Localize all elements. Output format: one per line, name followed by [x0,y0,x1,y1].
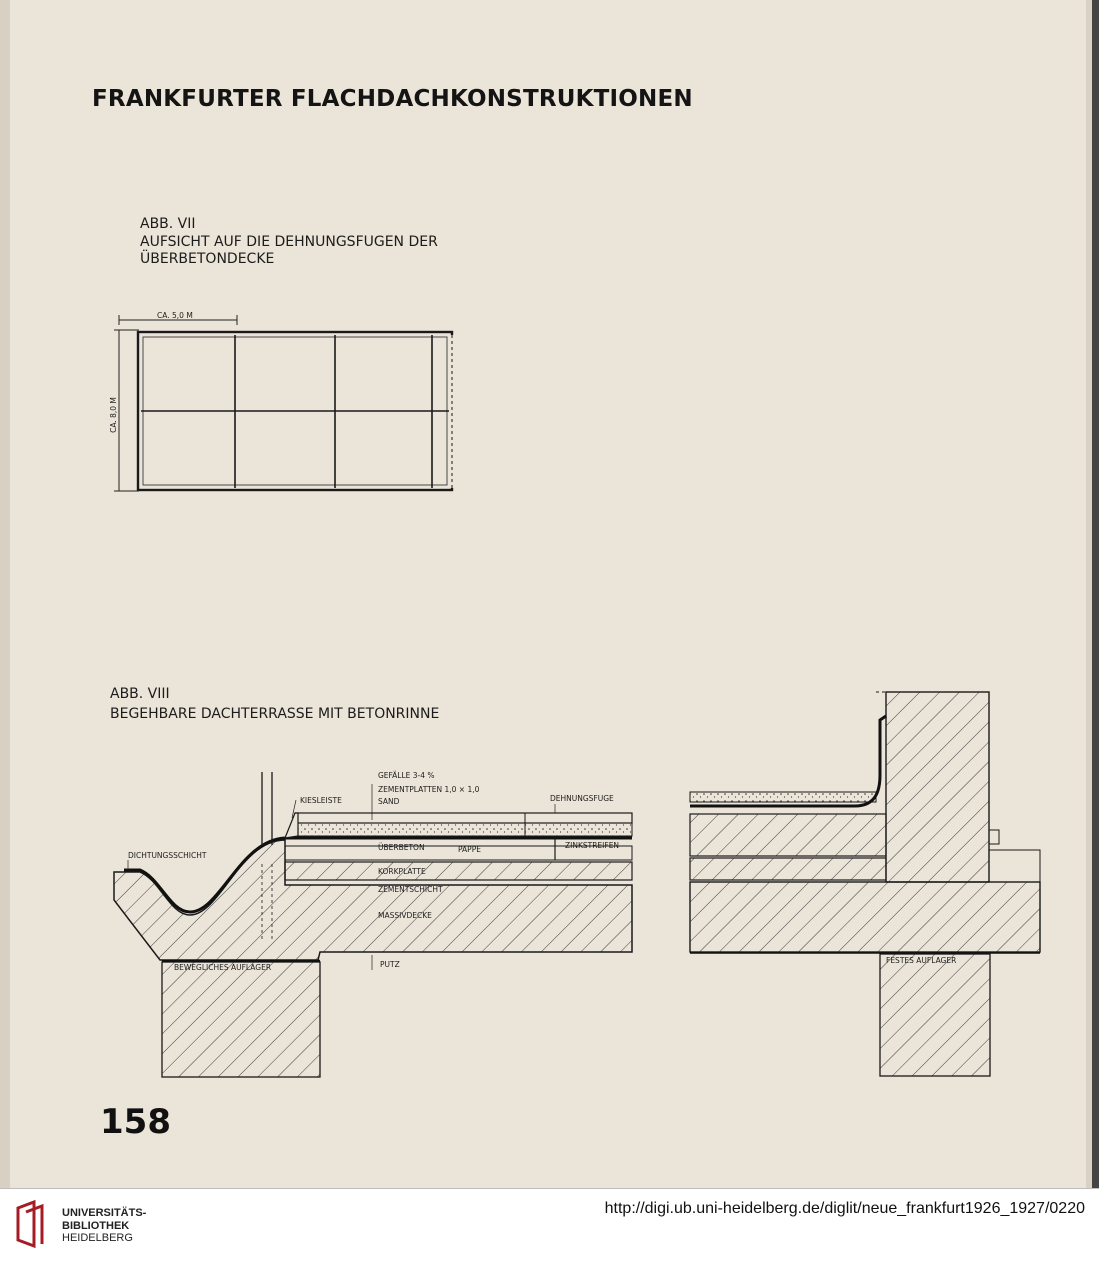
fig7-label: ABB. VII [140,216,196,232]
massivdecke-right [690,882,1040,952]
page-gutter [0,0,10,1188]
label-putz: PUTZ [380,960,400,969]
label-gefaelle: GEFÄLLE 3-4 % [378,771,435,780]
label-ueberbeton: ÜBERBETON [378,843,425,852]
fig8-section-drawing [100,680,1050,1080]
document-url-link[interactable]: http://digi.ub.uni-heidelberg.de/diglit/neue_frankfurt1926_1927/0220 [604,1200,1085,1217]
label-isolierung: KORKPLATTE [378,867,426,876]
label-zinkstreifen: ZINKSTREIFEN [565,841,620,850]
label-zementplatten: ZEMENTPLATTEN 1,0 × 1,0 [378,785,480,794]
label-festes-auflager: FESTES AUFLAGER [886,956,957,965]
label-zementschicht: ZEMENTSCHICHT [378,885,443,894]
library-name-line1: UNIVERSITÄTS- [62,1207,147,1219]
page-number: 158 [100,1102,171,1142]
library-name-line3: HEIDELBERG [62,1232,133,1244]
fig7-caption-line1: AUFSICHT AUF DIE DEHNUNGSFUGEN DER [140,234,438,250]
fig7-plan-drawing [105,305,465,500]
label-bewegliches-auflager: BEWEGLICHES AUFLAGER [174,963,272,972]
page-title: FRANKFURTER FLACHDACHKONSTRUKTIONEN [92,86,693,112]
fig7-caption-line2: ÜBERBETONDECKE [140,251,275,267]
library-logo-icon [12,1200,52,1250]
label-dichtungsschicht: DICHTUNGSSCHICHT [128,851,207,860]
wall-upper [886,692,989,882]
label-kiesleiste: KIESLEISTE [300,796,342,805]
fig8-label: ABB. VIII [110,686,170,702]
library-name [62,1207,146,1245]
library-name-line2: BIBLIOTHEK [62,1219,130,1232]
label-dehnungsfuge: DEHNUNGSFUGE [550,794,614,803]
label-sand: SAND [378,797,400,806]
label-massivdecke: MASSIVDECKE [378,911,432,920]
fig8-caption: BEGEHBARE DACHTERRASSE MIT BETONRINNE [110,706,440,722]
festes-auflager-wall [880,954,990,1076]
label-pappe: PAPPE [458,845,481,854]
page-edge-shadow [1092,0,1099,1188]
fig7-dim-height: CA. 8,0 M [109,397,118,433]
bewegliches-auflager-wall [162,962,320,1077]
fig7-dim-width: CA. 5,0 M [157,311,193,320]
